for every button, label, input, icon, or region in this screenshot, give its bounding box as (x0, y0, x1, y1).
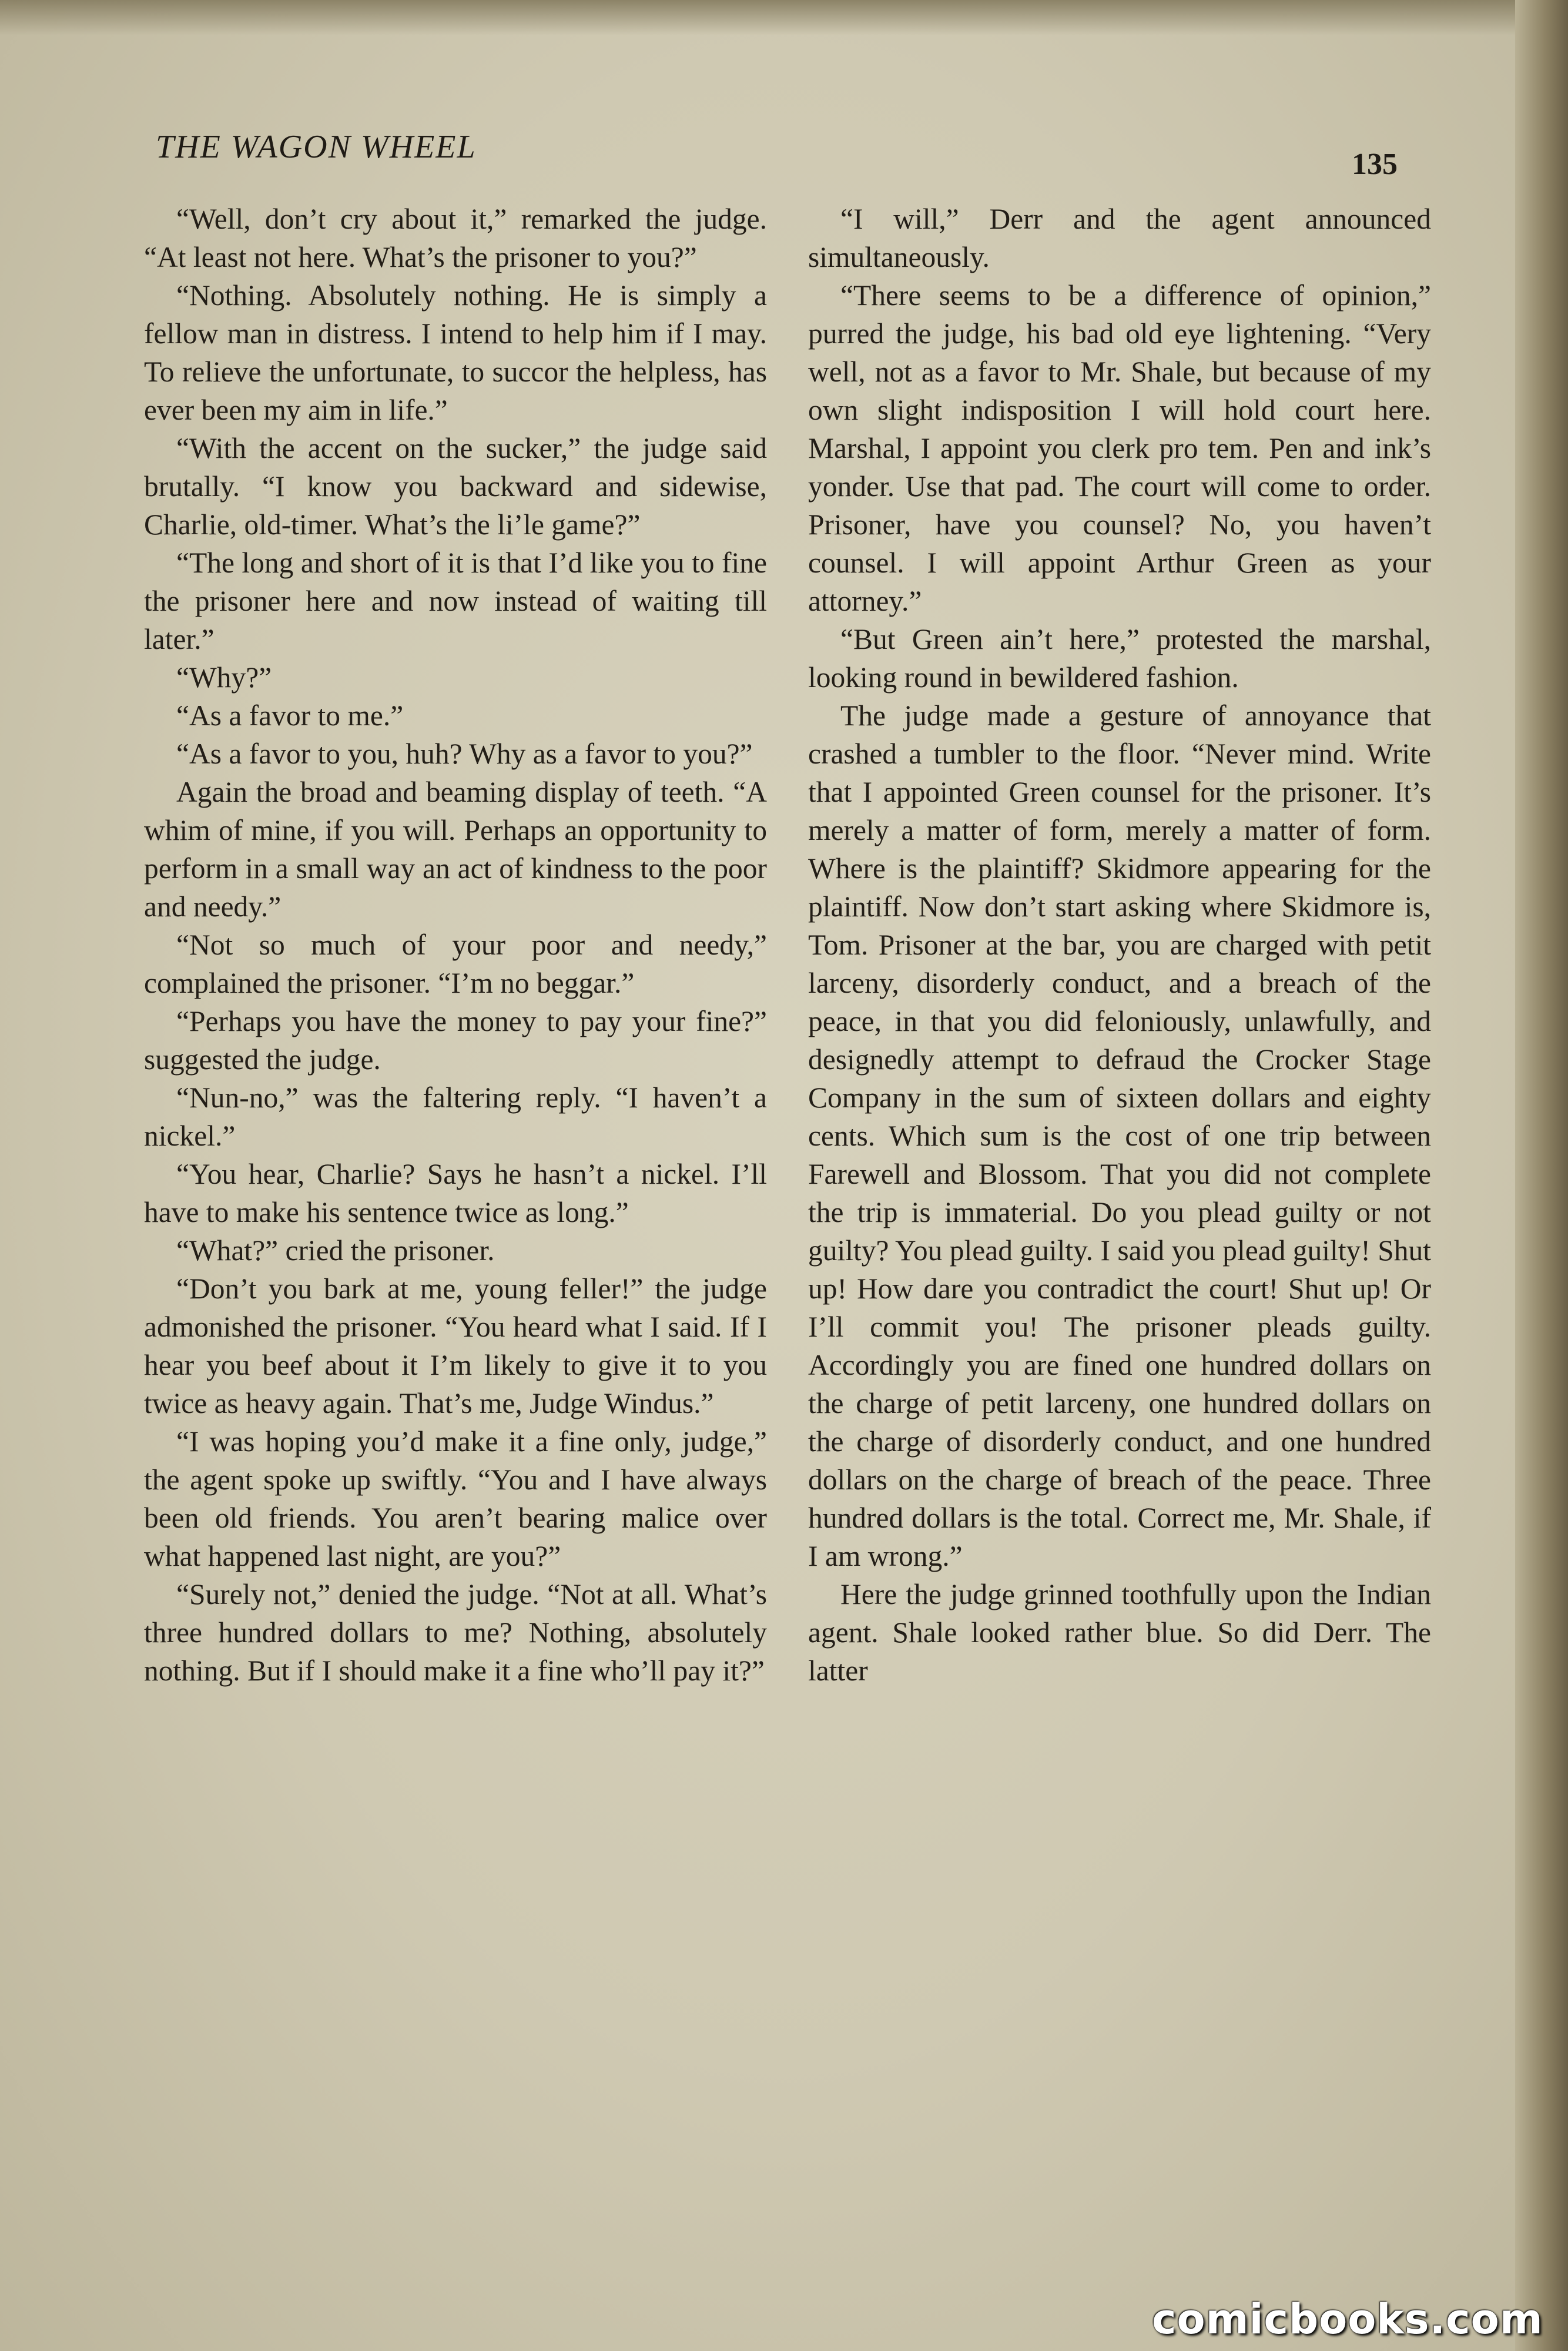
paragraph: “Nothing. Absolutely nothing. He is simply a fellow man in distress. I intend to help him if I may. To relieve the unfortunate, to succor the helpless, has ever been my aim in life.” (144, 279, 767, 426)
paragraph: “Nun-no,” was the faltering reply. “I haven’t a nickel.” (144, 1081, 767, 1152)
page-spine-edge (1515, 0, 1568, 2351)
paragraph: Again the broad and beaming display of teeth. “A whim of mine, if you will. Perhaps an opportunity to perform in a small way an act of kindness to the poor and needy.” (144, 776, 767, 923)
paragraph: “I will,” Derr and the agent announced simultaneously. (808, 203, 1431, 273)
paragraph: “As a favor to me.” (176, 699, 404, 732)
paragraph: “Surely not,” denied the judge. “Not at all. What’s three hundred dollars to me? Nothing, absolutely nothing. But if I should make it a fine who’ll pay it?” (144, 1578, 767, 1687)
paragraph: “Not so much of your poor and needy,” complained the prisoner. “I’m no beggar.” (144, 929, 767, 999)
paragraph: The judge made a gesture of annoyance that crashed a tumbler to the floor. “Never mind. Write that I appointed Green counsel for the prisoner. It’s merely a matter of form, merely a matter of form. Where is the plaintiff? Skidmore appearing for the plaintiff. Now don’t start asking where Skidmore is, Tom. Prisoner at the bar, you are charged with petit larceny, disorderly conduct, and a breach of the peace, in that you did feloniously, unlawfully, and designedly attempt to defraud the Crocker Stage Company in the sum of sixteen dollars and eighty cents. Which sum is the cost of one trip between Farewell and Blossom. That you did not complete the trip is immaterial. Do you plead guilty or not guilty? You plead guilty. I said you plead guilty! Shut up! How dare you contradict the court! Shut up! Or I’ll commit you! The prisoner pleads guilty. Accordingly you are fined one hundred dollars on the charge of petit larceny, one hundred dollars on the charge of disorderly conduct, and one hundred dollars on the charge of breach of the peace. Three hundred dollars is the total. Correct me, Mr. Shale, if I am wrong.” (808, 699, 1431, 1572)
paragraph: “There seems to be a difference of opinion,” purred the judge, his bad old eye lightening. “Very well, not as a favor to Mr. Shale, but because of my own slight indisposition I will hold court here. Marshal, I appoint you clerk pro tem. Pen and ink’s yonder. Use that pad. The court will come to order. Prisoner, have you counsel? No, you haven’t counsel. I will appoint Arthur Green as your attorney.” (808, 279, 1431, 617)
page-number: 135 (1352, 148, 1398, 181)
left-text-column (144, 200, 767, 1690)
page-top-shadow (0, 0, 1568, 35)
right-text-column (808, 200, 1431, 1690)
paragraph: Here the judge grinned toothfully upon the Indian agent. Shale looked rather blue. So did Derr. The latter (808, 1578, 1431, 1687)
paragraph: “You hear, Charlie? Says he hasn’t a nickel. I’ll have to make his sentence twice as long.” (144, 1158, 767, 1228)
paragraph: “What?” cried the prisoner. (176, 1234, 495, 1267)
paragraph: “Well, don’t cry about it,” remarked the judge. “At least not here. What’s the prisoner to you?” (144, 203, 767, 273)
paragraph: “Perhaps you have the money to pay your fine?” suggested the judge. (144, 1005, 767, 1076)
running-head: THE WAGON WHEEL (156, 129, 477, 165)
paragraph: “I was hoping you’d make it a fine only, judge,” the agent spoke up swiftly. “You and I have always been old friends. You aren’t bearing malice over what happened last night, are you?” (144, 1425, 767, 1572)
paragraph: “The long and short of it is that I’d like you to fine the prisoner here and now instead of waiting till later.” (144, 547, 767, 655)
paragraph: “As a favor to you, huh? Why as a favor to you?” (176, 738, 753, 770)
paragraph: “With the accent on the sucker,” the judge said brutally. “I know you backward and sidewise, Charlie, old-timer. What’s the li’le game?” (144, 432, 767, 541)
paragraph: “But Green ain’t here,” protested the marshal, looking round in bewildered fashion. (808, 623, 1431, 694)
paragraph: “Don’t you bark at me, young feller!” the judge admonished the prisoner. “You heard what I said. If I hear you beef about it I’m likely to give it to you twice as heavy again. That’s me, Judge Windus.” (144, 1272, 767, 1419)
paragraph: “Why?” (176, 661, 272, 694)
site-watermark: comicbooks.com (1152, 2295, 1543, 2343)
